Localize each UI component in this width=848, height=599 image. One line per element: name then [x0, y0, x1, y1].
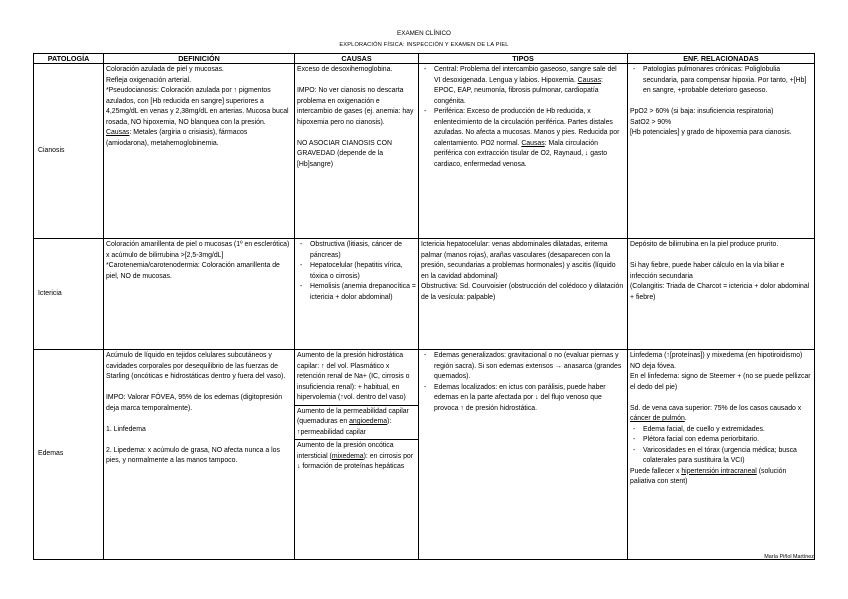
list-item: - Varicosidades en el tórax (urgencia médica; busca colaterales para sustituira la VCI): [643, 446, 812, 467]
table-row-ictericia: [34, 239, 815, 350]
ictericia-def-main: Coloración amarillenta de piel o mucosas (1º en esclerótica) x acúmulo de bilirrubina >[2,5-3mg/dL]: [106, 241, 290, 259]
cianosis-cause-impo: IMPO: No ver cianosis no descarta problema en oxigenación e intercambio de gases (ej. anemia: hay hipoxemia pero no cianosis).: [297, 87, 414, 126]
list-item: - Periférica: Exceso de producción de Hb reducida, x enlentecimiento de la circulación periférica. Partes distales azuladas. No afecta a mucosas. Manos y pies. Reducida por calentamiento. PO2 normal. Causas: Mala circulación periférica con extracción tisular de O2, Raynaud, ↓ gasto cardiaco, enfermedad venosa.: [434, 107, 625, 170]
ictericia-def-carotenemia: *Carotenemia/carotenodermia: Coloración amarillenta de piel, NO de mucosas.: [106, 262, 280, 280]
pathology-edemas: Edemas: [34, 350, 104, 560]
table-header-row: [34, 54, 815, 64]
edemas-related: [628, 350, 815, 560]
cianosis-cause-warning: NO ASOCIAR CIANOSIS CON GRAVEDAD (depende de la [Hb]sangre): [297, 139, 392, 168]
clinical-table: [33, 53, 815, 560]
document-title: EXAMEN CLÍNICO: [397, 30, 451, 37]
list-item: - Hemolisis (anemia drepanocítica = ictericia + dolor abdominal): [310, 282, 416, 303]
edemas-def-main: Acúmulo de líquido en tejidos celulares subcutáneos y cavidades corporales por desequilibrio de las fuerzas de Starling (oncóticas e hidrostáticas dentro y fuera del vaso).: [106, 352, 286, 380]
edemas-causes: [295, 350, 419, 560]
edemas-related-hipertension: Puede fallecer x hipertensión intracraneal (solución paliativa con stent): [630, 467, 787, 485]
ictericia-causes: [295, 239, 419, 350]
edemas-related-linfedema: Linfedema (↑[proteínas]) y mixedema (en hipotiroidismo) NO deja fóvea. En el linfedema: signo de Steemer + (no se puede pellizcar el dedo del pie): [630, 352, 811, 391]
ictericia-related-prurito: Depósito de bilirrubina en la piel produce prurito.: [630, 241, 779, 248]
edemas-def-lipedema: 2. Lipedema: x acúmulo de grasa, NO afecta nunca a los pies, y normalmente a las manos tampoco.: [106, 446, 280, 464]
list-item: - Central: Problema del intercambio gaseoso, sangre sale del VI desoxigenada. Lengua y labios. Hipoxemia. Causas: EPOC, EAP, neumonía, fibrosis pulmonar, cardiopatía congénita.: [434, 65, 625, 107]
ictericia-related: [628, 239, 815, 350]
header-enf: ENF. RELACIONADAS: [628, 54, 815, 64]
cianosis-causes: [295, 64, 419, 239]
edemas-def-linfedema: 1. Linfedema: [106, 425, 146, 433]
edemas-def-impo: IMPO: Valorar FÓVEA, 95% de los edemas (digitopresión deja marca temporalmente).: [106, 394, 283, 412]
list-item: - Patologías pulmonares crónicas: Poliglobulia secundaria, para compensar hipoxia. Por tanto, +[Hb] en sangre, +probable deterioro gaseoso.: [643, 65, 812, 97]
cianosis-definition: [104, 64, 295, 239]
list-item: - Plétora facial con edema periorbitario.: [643, 435, 812, 446]
pathology-cianosis: Cianosis: [34, 64, 104, 239]
header-tipos: TIPOS: [419, 54, 628, 64]
edemas-related-vena-cava: Sd. de vena cava superior: 75% de los casos causado x cáncer de pulmón.: [630, 404, 802, 422]
list-item: - Edemas generalizados: gravitacional o no (evaluar piernas y región sacra). Si son edemas extensos → anasarca (grandes quemados).: [434, 351, 625, 383]
table-row-edemas: [34, 350, 815, 560]
header-causas: CAUSAS: [295, 54, 419, 64]
ictericia-related-fiebre: Si hay fiebre, puede haber cálculo en la vía biliar e infección secundaria (Colangitis: Triada de Charcot = ictericia + dolor abdominal + fiebre): [630, 262, 810, 301]
cianosis-def-main: Coloración azulada de piel y mucosas. Refleja oxigenación arterial.: [106, 66, 224, 84]
list-item: - Hepatocelular (hepatitis vírica, tóxica o cirrosis): [310, 261, 416, 282]
author-signature: María Piñol Martínez: [764, 554, 814, 560]
cianosis-related: [628, 64, 815, 239]
cianosis-types: [419, 64, 628, 239]
ictericia-types-text: Ictericia hepatocelular: venas abdominales dilatadas, eritema palmar (manos rojas), arañas vasculares (desaparecen con la presión, secundarias a problemas hormonales) y ascitis (líquido en la cavidad abdominal) Obstructiva: Sd. Courvoisier (obstrucción del colédoco y dilatación de la vesícula: palpable): [421, 241, 624, 301]
edemas-cause-permeabilidad: Aumento de la permeabilidad capilar (quemaduras en angioedema): ↑permeabilidad capilar: [295, 406, 418, 441]
edemas-definition: [104, 350, 295, 560]
list-item: - Edema facial, de cuello y extremidades.: [643, 425, 812, 436]
list-item: - Edemas localizados: en ictus con parálisis, puede haber edemas en la parte afectada por ↓ del flujo venoso que provoca ↑ de presión hidrostática.: [434, 383, 625, 415]
ictericia-types: [419, 239, 628, 350]
cianosis-related-values: PpO2 > 60% (si baja: insuficiencia respiratoria) SatO2 > 90% [Hb potenciales] y grado de hipoxemia para cianosis.: [630, 108, 792, 136]
cianosis-cause-main: Exceso de desoxihemoglobina.: [297, 66, 393, 73]
document-subtitle: EXPLORACIÓN FÍSICA: INSPECCIÓN Y EXAMEN DE LA PIEL: [339, 42, 509, 48]
edemas-cause-hidrostatica: Aumento de la presión hidrostática capilar: ↑ del vol. Plasmático x retención renal de Na+ (IC, cirrosis o insuficiencia renal): + habitual, en hipervolemia (↑vol. dentro del vaso): [295, 350, 418, 406]
edemas-types: [419, 350, 628, 560]
pathology-ictericia: Ictericia: [34, 239, 104, 350]
header-patologia: PATOLOGÍA: [34, 54, 104, 64]
cianosis-def-pseudo: *Pseudocianosis: Coloración azulada por ↑ pigmentos azulados, con [Hb reducida en sangre] superiores a 4,25mg/dL en venas y 2,38mg/dL en arterias. Mucosa bucal rosada, NO hipoxemia, NO blanquea con la presión. Causas: Metales (argiria o crisiasis), fármacos (amiodarona), metahemoglobinemia.: [106, 87, 289, 147]
list-item: - Obstructiva (litiasis, cáncer de páncreas): [310, 240, 416, 261]
edemas-cause-oncotica: Aumento de la presión oncótica intersticial (mixedema): en cirrosis por ↓ formación de proteínas hepáticas: [297, 442, 414, 470]
ictericia-definition: [104, 239, 295, 350]
header-definicion: DEFINICIÓN: [104, 54, 295, 64]
table-row-cianosis: [34, 64, 815, 239]
